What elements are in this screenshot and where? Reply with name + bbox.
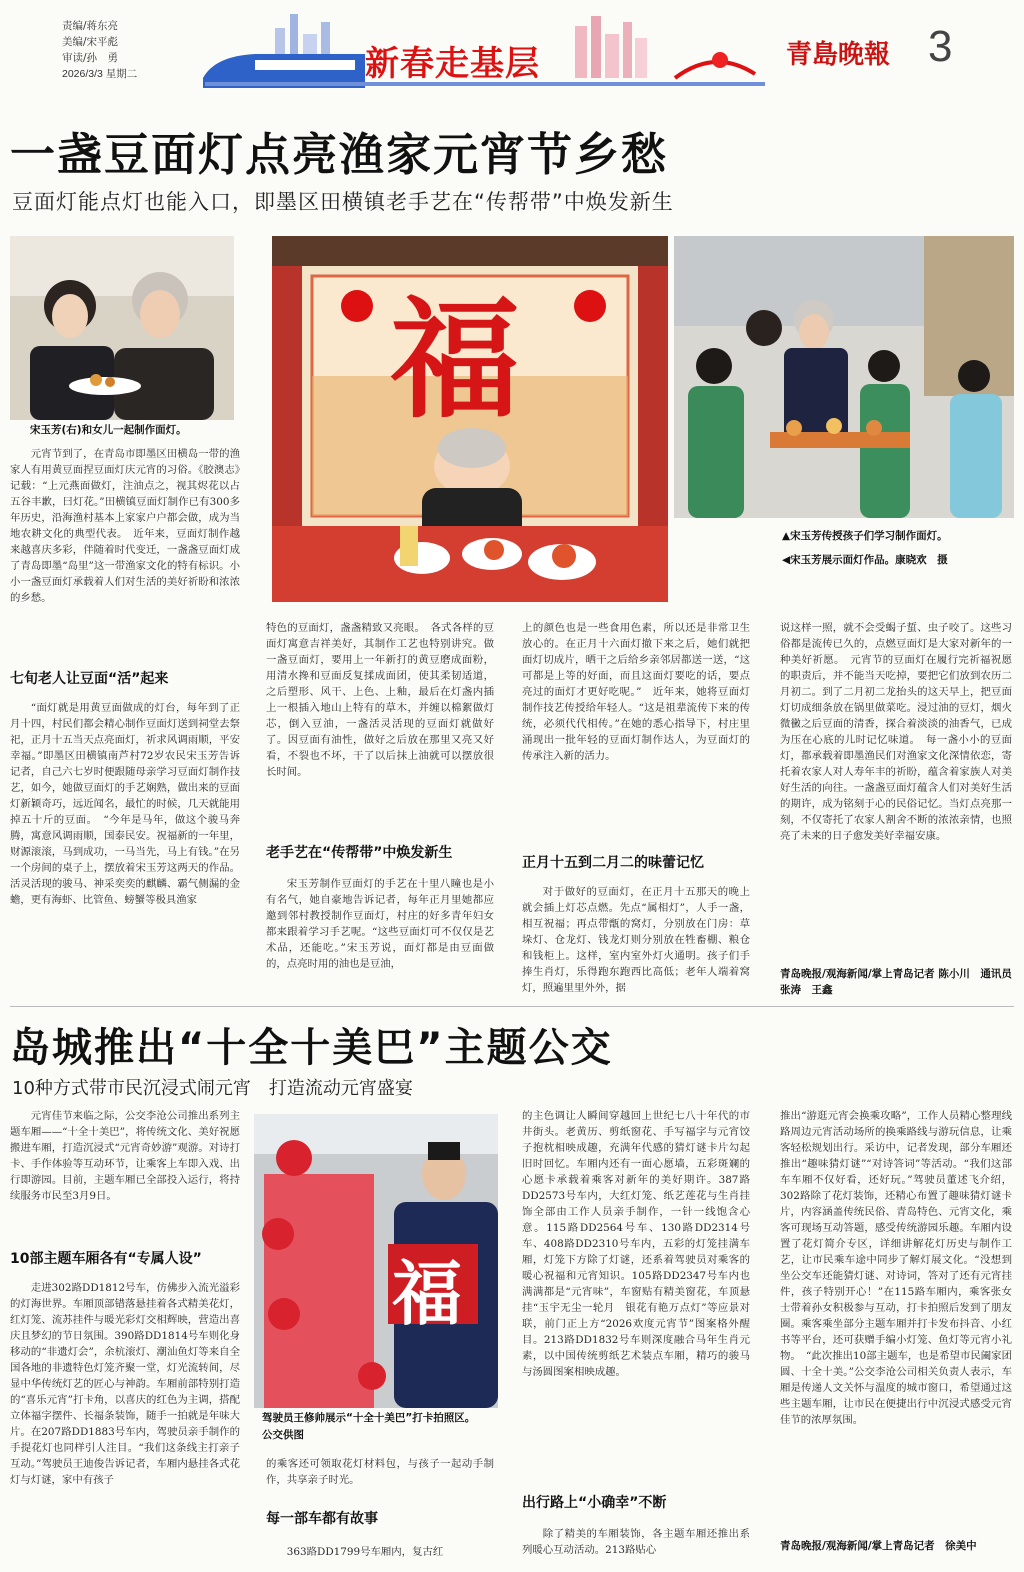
article1-subhead-1: 七旬老人让豆面“活”起来 <box>10 671 169 687</box>
caption-right-2: ◀宋玉芳展示面灯作品。康晓欢 摄 <box>782 554 948 566</box>
page-meta <box>62 18 137 82</box>
article2-col1-intro-text: 元宵佳节来临之际，公交李沧公司推出系列主题车厢——“十全十美巴”，将传统文化、美好祝愿搬进车厢，打造沉浸式“元宵奇妙游”观游。对诗打卡、手作体验等互动环节，让乘客上车即入戏、出行即游园。目前，主题车厢已全部投入运行，将持续服务市民至3月9日。 <box>10 1110 240 1202</box>
article1-subhead-2: 老手艺在“传帮带”中焕发新生 <box>266 845 453 861</box>
article1-col1-intro <box>10 446 240 648</box>
article2-byline: 青岛晚报/观海新闻/掌上青岛记者 徐美中 <box>780 1540 977 1552</box>
article2-subhead-2: 每一部车都有故事 <box>266 1511 378 1527</box>
photo-teaching-kids-image <box>674 236 1014 518</box>
article2-col2-body3 <box>266 1544 494 1566</box>
section-divider <box>10 1006 1014 1007</box>
issue-date: 2026/3/3 星期二 <box>62 68 138 80</box>
article1-col1-body <box>10 700 240 998</box>
article1-col2-body2 <box>266 876 494 998</box>
article2-col4-text: 推出“游逛元宵会换乘攻略”，工作人员精心整理线路周边元宵活动场所的换乘路线与游玩信息，让乘客轻松规划出行。采访中，记者发现，部分车厢还推出“趣味猜灯谜”“对诗答词”等活动。“我们这部车车厢不仅好看，还好玩。”驾驶员董述飞介绍，302路除了花灯装饰，还精心布置了趣味猜灯谜卡片，内容涵盖传统民俗、青岛特色、元宵文化，乘客可现场互动答题，感受传统游园乐趣。车厢内设置了花灯简介专区，详细讲解花灯历史与制作工艺，让市民乘车途中同步了解灯展文化。“没想到坐公交车还能猜灯谜、对诗词，答对了还有元宵挂件，孩子特别开心！”在115路车厢内，乘客张女士带着孙女积极参与互动，打卡拍照后发到了朋友圈。乘客乘坐部分主题车厢并打卡发布抖音、小红书等平台，还可获赠手编小灯笼、鱼灯等元宵小礼物。 “此次推出10部主题车，也是希望市民阖家团圆、十全十美。”公交李沧公司相关负责人表示，车厢是传递人文关怀与温度的城市窗口，希望通过这些主题车厢，让市民在便捷出行中沉浸式感受元宵佳节的浓厚氛围。 <box>780 1110 1012 1426</box>
reviewer-credit: 审读/孙 勇 <box>62 52 119 64</box>
article2-col3-text: 的主色调让人瞬间穿越回上世纪七八十年代的市井街头。老黄历、剪纸窗花、手写福字与元宵饺子抱枕相映成趣，充满年代感的猜灯谜卡片勾起旧时回忆。车厢内还有一面心愿墙，五彩斑斓的心愿卡承载着乘客对新年的美好期许。387路DD2573号车内，大红灯笼、纸艺莲花与生肖挂饰全部由工作人员亲手制作，一针一线饱含心意。115路DD2564号车、130路DD2314号车、408路DD2310号车内，五彩的灯笼挂满车厢，灯笼下方除了灯谜，还系着驾驶员对乘客的暖心祝福和元宵知识。105路DD2347号车内也满满都是“元宵味”，车窗贴有精美窗花，车顶悬挂“玉宇无尘一轮月 银花有艳万点灯”等应景对联，前门正上方“2026欢度元宵节”图案格外醒目。213路DD1832号车则深度融合马年生肖元素，以中国传统剪纸艺术装点车厢，精巧的骏马与汤圆图案相映成趣。 <box>522 1110 750 1378</box>
article2-subheadline: 10种方式带市民沉浸式闹元宵 打造流动元宵盛宴 <box>12 1078 413 1099</box>
newspaper-logo: 青島晚報 <box>786 40 891 70</box>
article1-subhead-3: 正月十五到二月二的味蕾记忆 <box>522 855 704 871</box>
fu-character: 福 <box>390 283 521 436</box>
caption-bus-photo: 驾驶员王修帅展示“十全十美巴”打卡拍照区。 公交供图 <box>262 1412 513 1441</box>
article2-col2-body2-text: 的乘客还可领取花灯材料包，与孩子一起动手制作，共享亲子时光。 <box>266 1458 494 1486</box>
photo-mother-daughter-image <box>10 236 234 420</box>
article1-subheadline: 豆面灯能点灯也能入口，即墨区田横镇老手艺在“传帮带”中焕发新生 <box>12 190 674 214</box>
article1-col3 <box>522 620 750 828</box>
article1-col3-body2-text: 对于做好的豆面灯，在正月十五那天的晚上就会插上灯芯点燃。先点“属相灯”，人手一盏，相互祝福；再点带甑的窝灯，分别放在门房：草垛灯、仓龙灯、钱龙灯则分别放在牲畜棚、粮仓和钱柜上。这样，室内室外灯火通明。孩子们手捧生肖灯，乐得跑东跑西比高低；老年人端着窝灯，照遍里里外外，据 <box>522 886 750 994</box>
caption-left-photo: 宋玉芳(右)和女儿一起制作面灯。 <box>30 424 187 436</box>
bus-fu-character: 福 <box>392 1252 462 1335</box>
article1-col1-intro-text: 元宵节到了，在青岛市即墨区田横岛一带的渔家人有用黄豆面捏豆面灯庆元宵的习俗。《胶澳志》记载：“上元燕面做灯，注油点之，视其烬花以占五谷丰歉，曰灯花。”田横镇豆面灯制作已有300多年历史，沿海渔村基本上家家户户都会做，成为当地农耕文化的典型代表。 近年来，豆面灯制作越来越喜庆多彩，伴随着时代变迁，一盏盏豆面灯成了青岛即墨“岛里”这一带渔家文化的特有标识。小小一盏豆面灯承载着人们对生活的美好祈盼和浓浓的乡愁。 <box>10 448 240 604</box>
caption-right-1: ▲宋玉芳传授孩子们学习制作面灯。 <box>782 530 948 542</box>
article2-col1-intro <box>10 1108 240 1236</box>
column-title: 新春走基层 <box>365 44 540 84</box>
designer-credit: 美编/宋平彪 <box>62 36 119 48</box>
article2-subhead-1: 10部主题车厢各有“专属人设” <box>10 1251 202 1267</box>
editor-credit: 责编/蒋东亮 <box>62 20 119 32</box>
article2-col3 <box>522 1108 750 1476</box>
article2-subhead-3: 出行路上“小确幸”不断 <box>522 1495 667 1511</box>
article1-col2-text: 特色的豆面灯，盏盏精致又亮眼。 各式各样的豆面灯寓意吉祥美好，其制作工艺也特别讲究。做一盏豆面灯，要用上一年新打的黄豆磨成面粉，用清水搀和豆面反复揉成面团，使其柔韧适道，之后塑形、风干、上色、上釉，最后在灯盏内插上一根插入地山上特有的草木，并缠以棉絮做灯芯，倒入豆油，一盏活灵活现的豆面灯就做好了。因豆面有油性，做好之后放在那里又亮又好看，不裂也不坏，干了以后抹上油就可以摆放很长时间。 <box>266 622 494 778</box>
photo-lamp-display <box>272 236 668 602</box>
photo-bus-driver <box>254 1114 498 1408</box>
page-number: 3 <box>928 22 953 71</box>
article2-col1-body-text: 走进302路DD1812号车，仿佛步入流光溢彩的灯海世界。车厢顶部错落悬挂着各式精美花灯，红灯笼、流苏挂件与暖光彩灯交相辉映，营造出喜庆且梦幻的节日氛围。390路DD1814号车则化身移动的“非遗灯会”，余杭滚灯、潮汕鱼灯等来自全国各地的非遗特色灯笼齐聚一堂，灯光流转间，尽显中华传统灯艺的匠心与神韵。车厢前部特别打造的“喜乐元宵”打卡角，以喜庆的红色为主调，搭配立体福字摆件、长福条装饰，随手一拍就是年味大片。在207路DD1883号车内，驾驶员亲手制作的手提花灯也同样引人注目。“我们这条线主打亲子互动。”驾驶员王迪俊告诉记者，车厢内悬挂各式花灯与灯谜，家中有孩子 <box>10 1282 240 1486</box>
article2-col3-body2-text: 除了精美的车厢装饰，各主题车厢还推出系列暖心互动活动。213路贴心 <box>522 1528 750 1556</box>
article2-col4 <box>780 1108 1012 1538</box>
article2-col2-body3-text: 363路DD1799号车厢内，复古红 <box>286 1546 444 1558</box>
article1-col3-text: 上的颜色也是一些食用色素，所以还是非常卫生放心的。在正月十六面灯撤下来之后，她们就把面灯切成片，晒干之后给乡亲邻居都送一送，“这可都是上等的好面，而且这面灯要吃的话，要点亮过的面灯才更好吃呢。” 近年来，她将豆面灯制作技艺传授给年轻人。“这是祖辈流传下来的传统，必须代代相传。”在她的悉心指导下，村庄里涌现出一批年轻的豆面灯制作达人，为豆面灯的传承注入新的活力。 <box>522 622 750 762</box>
article1-byline: 青岛晚报/观海新闻/掌上青岛记者 陈小川 通讯员 张涛 王鑫 <box>780 968 1012 996</box>
article2-col3-body2 <box>522 1526 750 1566</box>
photo-mother-daughter <box>10 236 234 420</box>
article2-headline: 岛城推出“十全十美巴”主题公交 <box>10 1025 613 1071</box>
article1-col1-body-text: “面灯就是用黄豆面做成的灯台，每年到了正月十四，村民们都会精心制作豆面灯送到祠堂去祭祀，正月十五当天点亮面灯，祈求风调雨顺，平安幸福。”即墨区田横镇南芦村72岁农民宋玉芳告诉记者，自己六七岁时便跟随母亲学习豆面灯制作技艺，如今，她做豆面灯的手艺娴熟，做出来的豆面灯新颖奇巧，远近闻名，最忙的时候，几天就能用掉五十斤的豆面。 “今年是马年，做这个骏马奔腾，寓意风调雨顺，国泰民安。祝福新的一年里，财源滚滚，马到成功，一马当先，马上有钱。”在另一个房间的桌子上，摆放着宋玉芳这两天的作品。活灵活现的骏马、神采奕奕的麒麟、霸气侧漏的金蟾，更有海虾、比管鱼、螃蟹等极具渔家 <box>10 702 240 906</box>
article1-col2 <box>266 620 494 828</box>
article1-col3-body2 <box>522 884 750 998</box>
article2-col2-body2 <box>266 1456 494 1492</box>
article1-col4 <box>780 620 1012 964</box>
article2-col1-body <box>10 1280 240 1568</box>
article1-col2-body2-text: 宋玉芳制作豆面灯的手艺在十里八瞳也是小有名气，她自豪地告诉记者，每年正月里她都应邀到邻村教授制作豆面灯，村庄的好多青年妇女都来跟着学习手艺呢。“这些豆面灯可不仅仅是艺术品，还能吃。”宋玉芳说，面灯都是由豆面做的，点亮时用的油也是豆油， <box>266 878 494 970</box>
article1-col4-text: 说这样一照，就不会受蝎子蜇、虫子咬了。这些习俗都是流传已久的，点燃豆面灯是大家对新年的一种美好祈愿。 元宵节的豆面灯在履行完祈福祝愿的职责后，并不能当天吃掉，要把它们放到农历二月初二。到了二月初二龙抬头的这天早上，把豆面灯切成细条放在锅里做菜吃。浸过油的豆灯，烟火微黴之后豆面的清香，探合着淡淡的油香气，已成为压在心底的儿时记忆味道。 每一盏小小的豆面灯，都承载着即墨渔民们对渔家文化深情依恋，寄托着农家人对人寿年丰的祈盼，蕴含着家族人对美好生活的向往。一盏盏豆面灯蕴含人们对美好生活的期许，成为铭刻于心的民俗记忆。当灯点亮那一刻，不仅寄托了农家人割舍不断的浓浓亲情，也照亮了未来的日子愈发美好幸福安康。 <box>780 622 1012 842</box>
photo-teaching-kids <box>674 236 1014 518</box>
article1-headline: 一盏豆面灯点亮渔家元宵节乡愁 <box>10 128 669 181</box>
